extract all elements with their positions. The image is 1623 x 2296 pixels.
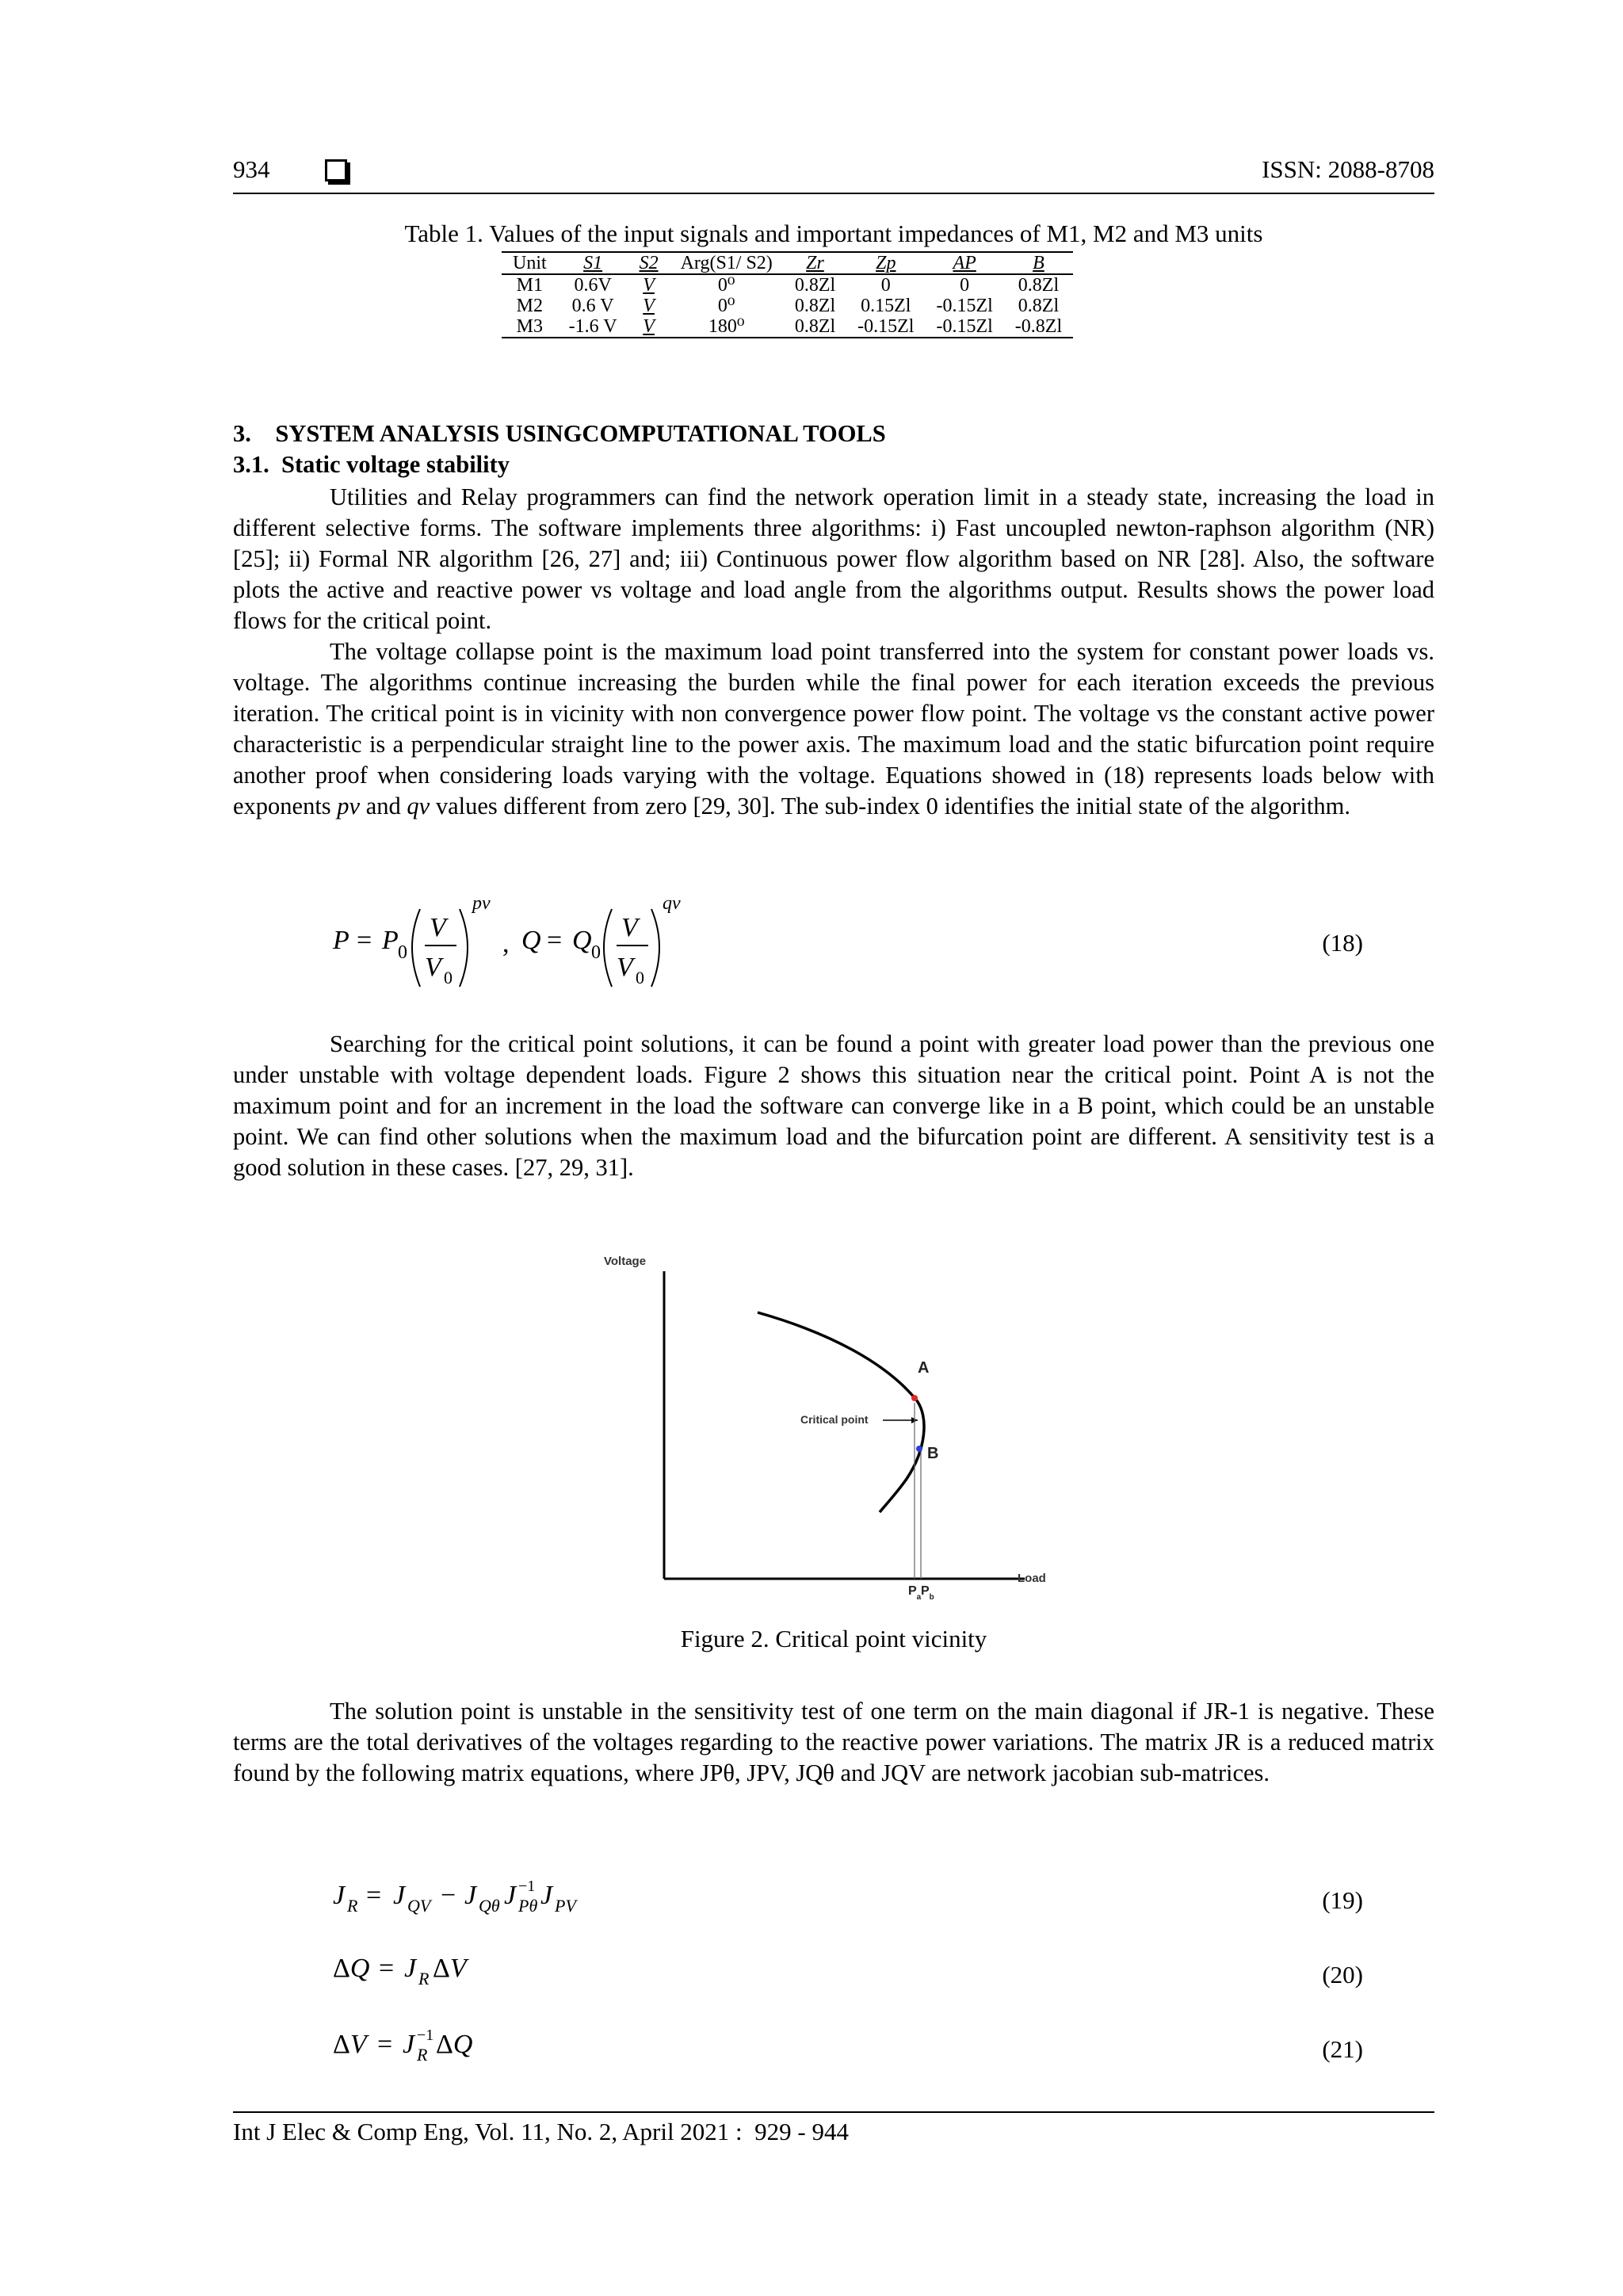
table-row — [502, 296, 1073, 316]
svg-text:P: P — [382, 926, 399, 955]
figure2-caption: Figure 2. Critical point vicinity — [680, 1625, 987, 1652]
footer-citation: Int J Elec & Comp Eng, Vol. 11, No. 2, April 2021 : 929 - 944 — [233, 2118, 849, 2145]
table-header-cell: AP — [925, 252, 1003, 274]
svg-text:qv: qv — [663, 893, 681, 914]
svg-text:−1: −1 — [417, 2027, 434, 2044]
section-heading: 3. SYSTEM ANALYSIS USINGCOMPUTATIONAL TOOLS — [233, 420, 886, 447]
svg-text:ΔQ: ΔQ — [333, 1954, 370, 1983]
svg-text:−1: −1 — [518, 1878, 536, 1895]
svg-text:Qθ: Qθ — [479, 1896, 500, 1916]
svg-text:=: = — [357, 926, 372, 955]
svg-text:V: V — [621, 913, 638, 942]
table-cell: 0⁰ — [717, 275, 735, 296]
point-b-label: B — [927, 1445, 939, 1462]
equation-19 — [325, 1867, 658, 1923]
table-cell: 0.8Zl — [794, 296, 836, 316]
svg-text:R: R — [347, 1896, 358, 1916]
table-row — [502, 316, 1073, 338]
equation-18-number: (18) — [1322, 929, 1363, 957]
table-cell: 0.8Zl — [784, 316, 846, 338]
table-cell: 0.6V — [574, 275, 612, 296]
svg-text:J: J — [333, 1881, 346, 1910]
header-rule — [233, 193, 1434, 194]
x-axis-label: Load — [1018, 1572, 1046, 1585]
equation-20 — [325, 1942, 563, 1997]
svg-text:Q: Q — [521, 926, 541, 955]
checkbox-square-icon — [325, 159, 347, 181]
table-cell: 0.8Zl — [794, 275, 836, 296]
table-header-cell: Zr — [784, 252, 846, 274]
svg-text:Pθ: Pθ — [518, 1896, 538, 1916]
svg-text:J: J — [540, 1881, 553, 1910]
point-a-label: A — [918, 1359, 930, 1377]
table-cell: -0.8Zl — [1004, 316, 1073, 338]
svg-text:=: = — [379, 1954, 395, 1983]
svg-text:J: J — [393, 1881, 406, 1910]
svg-text:QV: QV — [407, 1896, 431, 1916]
table-cell: 0⁰ — [717, 296, 735, 316]
svg-text:pv: pv — [472, 893, 491, 914]
page-number: 934 — [233, 155, 270, 183]
table-cell: -0.15Zl — [936, 296, 993, 316]
pa-label: $P_a$ — [908, 1584, 922, 1602]
equation-21 — [325, 2016, 563, 2072]
svg-text:=: = — [377, 2030, 393, 2059]
issn-label: ISSN: 2088-8708 — [1262, 155, 1434, 183]
table-header-cell: B — [1004, 252, 1073, 274]
table-cell: V — [643, 296, 655, 316]
equation-21-number: (21) — [1322, 2035, 1363, 2063]
svg-text:V: V — [425, 953, 441, 982]
svg-text:J: J — [464, 1881, 477, 1910]
svg-text:R: R — [417, 2045, 428, 2065]
table-cell: 0 — [960, 275, 970, 296]
paragraph-2: The voltage collapse point is the maximum load point transferred into the system for constant power loads vs. voltage. The algorithms continue increasing the burden while the final power for each iteration exceeds the previous iteration. The critical point is in vicinity with non convergence power flow point. The voltage vs the constant active power characteristic is a perpendicular straight line to the power axis. The maximum load and the static bifurcation point require another proof when considering loads varying with the voltage. Equations showed in (18) represents loads below with exponents pv and qv values different from zero [29, 30]. The sub-index 0 identifies the initial state of the algorithm. — [233, 638, 1434, 819]
svg-text:0: 0 — [591, 942, 601, 963]
table-cell: M3 — [502, 316, 558, 338]
svg-text:ΔQ: ΔQ — [436, 2030, 473, 2059]
svg-text:V: V — [430, 913, 446, 942]
svg-text:0: 0 — [636, 968, 644, 988]
svg-text:J: J — [403, 2030, 415, 2059]
footer-rule — [233, 2111, 1434, 2113]
table-cell: -1.6 V — [558, 316, 628, 338]
svg-text:V: V — [617, 953, 633, 982]
svg-text:=: = — [366, 1881, 382, 1910]
table-header-cell: Zp — [846, 252, 925, 274]
point-b-marker — [916, 1446, 922, 1452]
table-header-cell: Unit — [502, 252, 558, 274]
y-axis-label: Voltage — [604, 1255, 647, 1268]
equation-20-number: (20) — [1322, 1961, 1363, 1988]
table-cell: M2 — [516, 296, 543, 316]
svg-text:J: J — [404, 1954, 417, 1983]
paragraph-4: The solution point is unstable in the sensitivity test of one term on the main diagonal if JR-1 is negative. These terms are the total derivatives of the voltages regarding to the reactive power variations. The matrix JR is a reduced matrix found by the following matrix equations, where JPθ, JPV, JQθ and JQV are network jacobian sub-matrices. — [233, 1698, 1434, 1786]
table-cell: V — [628, 316, 670, 338]
pb-label: $P_b$ — [921, 1584, 934, 1602]
table-cell: 0.8Zl — [1018, 296, 1060, 316]
svg-text:−: − — [441, 1881, 456, 1910]
table-cell: 0 — [880, 275, 891, 296]
table-row — [502, 274, 1073, 296]
critical-point-label: Critical point — [800, 1413, 869, 1426]
figure-2 — [593, 1244, 1068, 1609]
table-header-cell: S1 — [558, 252, 628, 274]
svg-text:ΔV: ΔV — [433, 1954, 467, 1983]
svg-text:=: = — [547, 926, 563, 955]
table-cell: -0.15Zl — [925, 316, 1003, 338]
svg-text:R: R — [418, 1969, 430, 1988]
table-cell: V — [643, 275, 655, 296]
equation-19-number: (19) — [1322, 1886, 1363, 1914]
svg-text:J: J — [504, 1881, 517, 1910]
table-cell: 180⁰ — [670, 316, 784, 338]
table1-caption: Table 1. Values of the input signals and important impedances of M1, M2 and M3 units — [404, 220, 1263, 247]
equation-18 — [325, 892, 737, 1003]
svg-text:P: P — [333, 926, 349, 955]
paragraph-3: Searching for the critical point solutions, it can be found a point with greater load power than the previous one under unstable with voltage dependent loads. Figure 2 shows this situation near the critical point. Point A is not the maximum point and for an increment in the load the software can converge like in a B point, which could be an unstable point. We can find other solutions when the maximum load and the bifurcation point are different. A sensitivity test is a good solution in these cases. [27, 29, 31]. — [233, 1030, 1434, 1181]
table1 — [502, 251, 1073, 338]
svg-text:0: 0 — [398, 942, 407, 963]
table-header-cell: S2 — [628, 252, 670, 274]
svg-text:0: 0 — [444, 968, 453, 988]
table-cell: M1 — [516, 275, 543, 296]
svg-text:Q: Q — [572, 926, 592, 955]
point-a-marker — [911, 1395, 918, 1401]
table-header-row — [502, 252, 1073, 274]
table-cell: 0.6 V — [571, 296, 614, 316]
table-cell: 0.15Zl — [861, 296, 911, 316]
subsection-heading: 3.1. Static voltage stability — [233, 451, 510, 478]
svg-text:PV: PV — [555, 1896, 576, 1916]
table-header-cell: Arg(S1/ S2) — [670, 252, 784, 274]
svg-text:,: , — [502, 929, 510, 958]
table-cell: -0.15Zl — [846, 316, 925, 338]
svg-text:ΔV: ΔV — [333, 2030, 367, 2059]
paragraph-1: Utilities and Relay programmers can find the network operation limit in a steady state, increasing the load in different selective forms. The software implements three algorithms: i) Fast uncoupled newton-raphson algorithm (NR) [25]; ii) Formal NR algorithm [26, 27] and; iii) Continuous power flow algorithm based on NR [28]. Also, the software plots the active and reactive power vs voltage and load angle from the algorithms output. Results shows the power load flows for the critical point. — [233, 483, 1434, 634]
table-cell: 0.8Zl — [1018, 275, 1060, 296]
